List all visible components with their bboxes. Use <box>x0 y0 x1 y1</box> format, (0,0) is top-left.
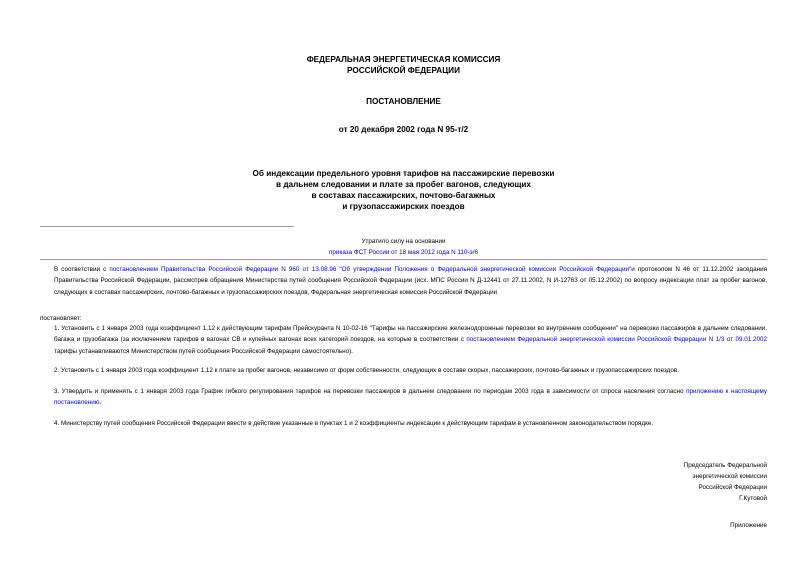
appendix-link[interactable]: приложению к настоящему постановлению <box>54 388 767 407</box>
signature-line-2: энергетической комиссии <box>692 473 767 480</box>
authority-line-1: ФЕДЕРАЛЬНАЯ ЭНЕРГЕТИЧЕСКАЯ КОМИССИЯ <box>306 55 501 64</box>
item-2: 2. Установить с 1 января 2003 года коэффициент 1,12 к плате за пробег вагонов, независимо от форм собственности, следующих в составе скорых, пассажирских, почтово-багажных и грузопассажирских поездов. <box>54 367 679 374</box>
issuing-authority <box>0 54 807 76</box>
decree-word: постановляет: <box>40 315 82 322</box>
divider-short <box>40 226 294 227</box>
divider-long <box>40 259 767 260</box>
preamble-text-1: В соответствии с <box>54 266 110 273</box>
signature-line-1: Председатель Федеральной <box>683 462 767 469</box>
item-3 <box>40 386 767 409</box>
title-line-2: в дальнем следовании и плате за пробег вагонов, следующих <box>276 180 531 189</box>
authority-line-2: РОССИЙСКОЙ ФЕДЕРАЦИИ <box>347 66 460 75</box>
preamble-text-2: и протоколом N 46 от 11.12.2002 заседания Правительства Российской Федерации, рассмотрев обращения Министерства путей сообщения Российской Федерации (исх. МПС России N Д-12441 от 27.11.2002, N И-12763 от 05.12.2002) по вопросу индексации плат за пробег вагонов, следующих в составах пассажирских, почтово-багажных и грузопассажирских поездов, Федеральная энергетическая комиссия Российской Федерации <box>54 266 768 296</box>
title-line-4: и грузопассажирских поездов <box>342 202 465 211</box>
title-line-3: в составах пассажирских, почтово-багажных <box>311 191 496 200</box>
document-title <box>0 168 807 212</box>
item-1-text-2: тарифы устанавливаются Министерством путей сообщения Российской Федерации самостоятельно). <box>54 347 353 355</box>
item-3-text-1: 3. Утвердить и применять с 1 января 2003 года График гибкого регулирования тарифов на перевозки пассажиров в дальнем следовании по периодам 2003 года в зависимости от спроса населения согласно <box>54 388 687 395</box>
document-type: ПОСТАНОВЛЕНИЕ <box>366 97 441 106</box>
item-1 <box>40 323 767 357</box>
item-3-text-2: . <box>99 399 102 407</box>
signatory-name: Г.Кутовой <box>739 495 767 502</box>
signature-block <box>684 460 767 504</box>
status-text: Утратило силу на основании <box>361 238 446 245</box>
signature-line-3: Российской Федерации <box>698 484 767 491</box>
title-line-1: Об индексации предельного уровня тарифов на пассажирские перевозки <box>252 169 555 178</box>
item-1-text-1: 1. Установить с 1 января 2003 года коэффициент 1,12 к действующим тарифам Прейскуранта N 10-02-16 "Тарифы на пассажирские железнодорожные перевозки во внутреннем сообщении" на перевозки пассажиров в дальнем следовании, багажа и грузобагажа (за исключением тарифов в вагонах СВ и купейных вагонах всех категорий поездов, на которые в соответствии с <box>54 325 767 344</box>
status-link[interactable]: приказа ФСТ России от 18 мая 2012 года N 110-э/6 <box>329 249 478 256</box>
status-note <box>0 236 807 258</box>
fek-decree-link[interactable]: постановлением Федеральной энергетической комиссии Российской Федерации N 1/3 от 09.01.2002 <box>466 336 768 344</box>
preamble-paragraph <box>40 264 767 298</box>
document-date: от 20 декабря 2002 года N 95-т/2 <box>338 125 469 134</box>
item-4: 4. Министерству путей сообщения Российской Федерации ввести в действие указанные в пунктах 1 и 2 коэффициенты индексации к действующим тарифам в установленном законодательством порядке. <box>54 420 654 427</box>
appendix-label: Приложение <box>730 522 767 529</box>
government-decree-link[interactable]: постановлением Правительства Российской Федерации N 960 от 13.08.96 "Об утверждении Положения о Федеральной энергетической комиссии Российской Федерации" <box>109 266 632 273</box>
